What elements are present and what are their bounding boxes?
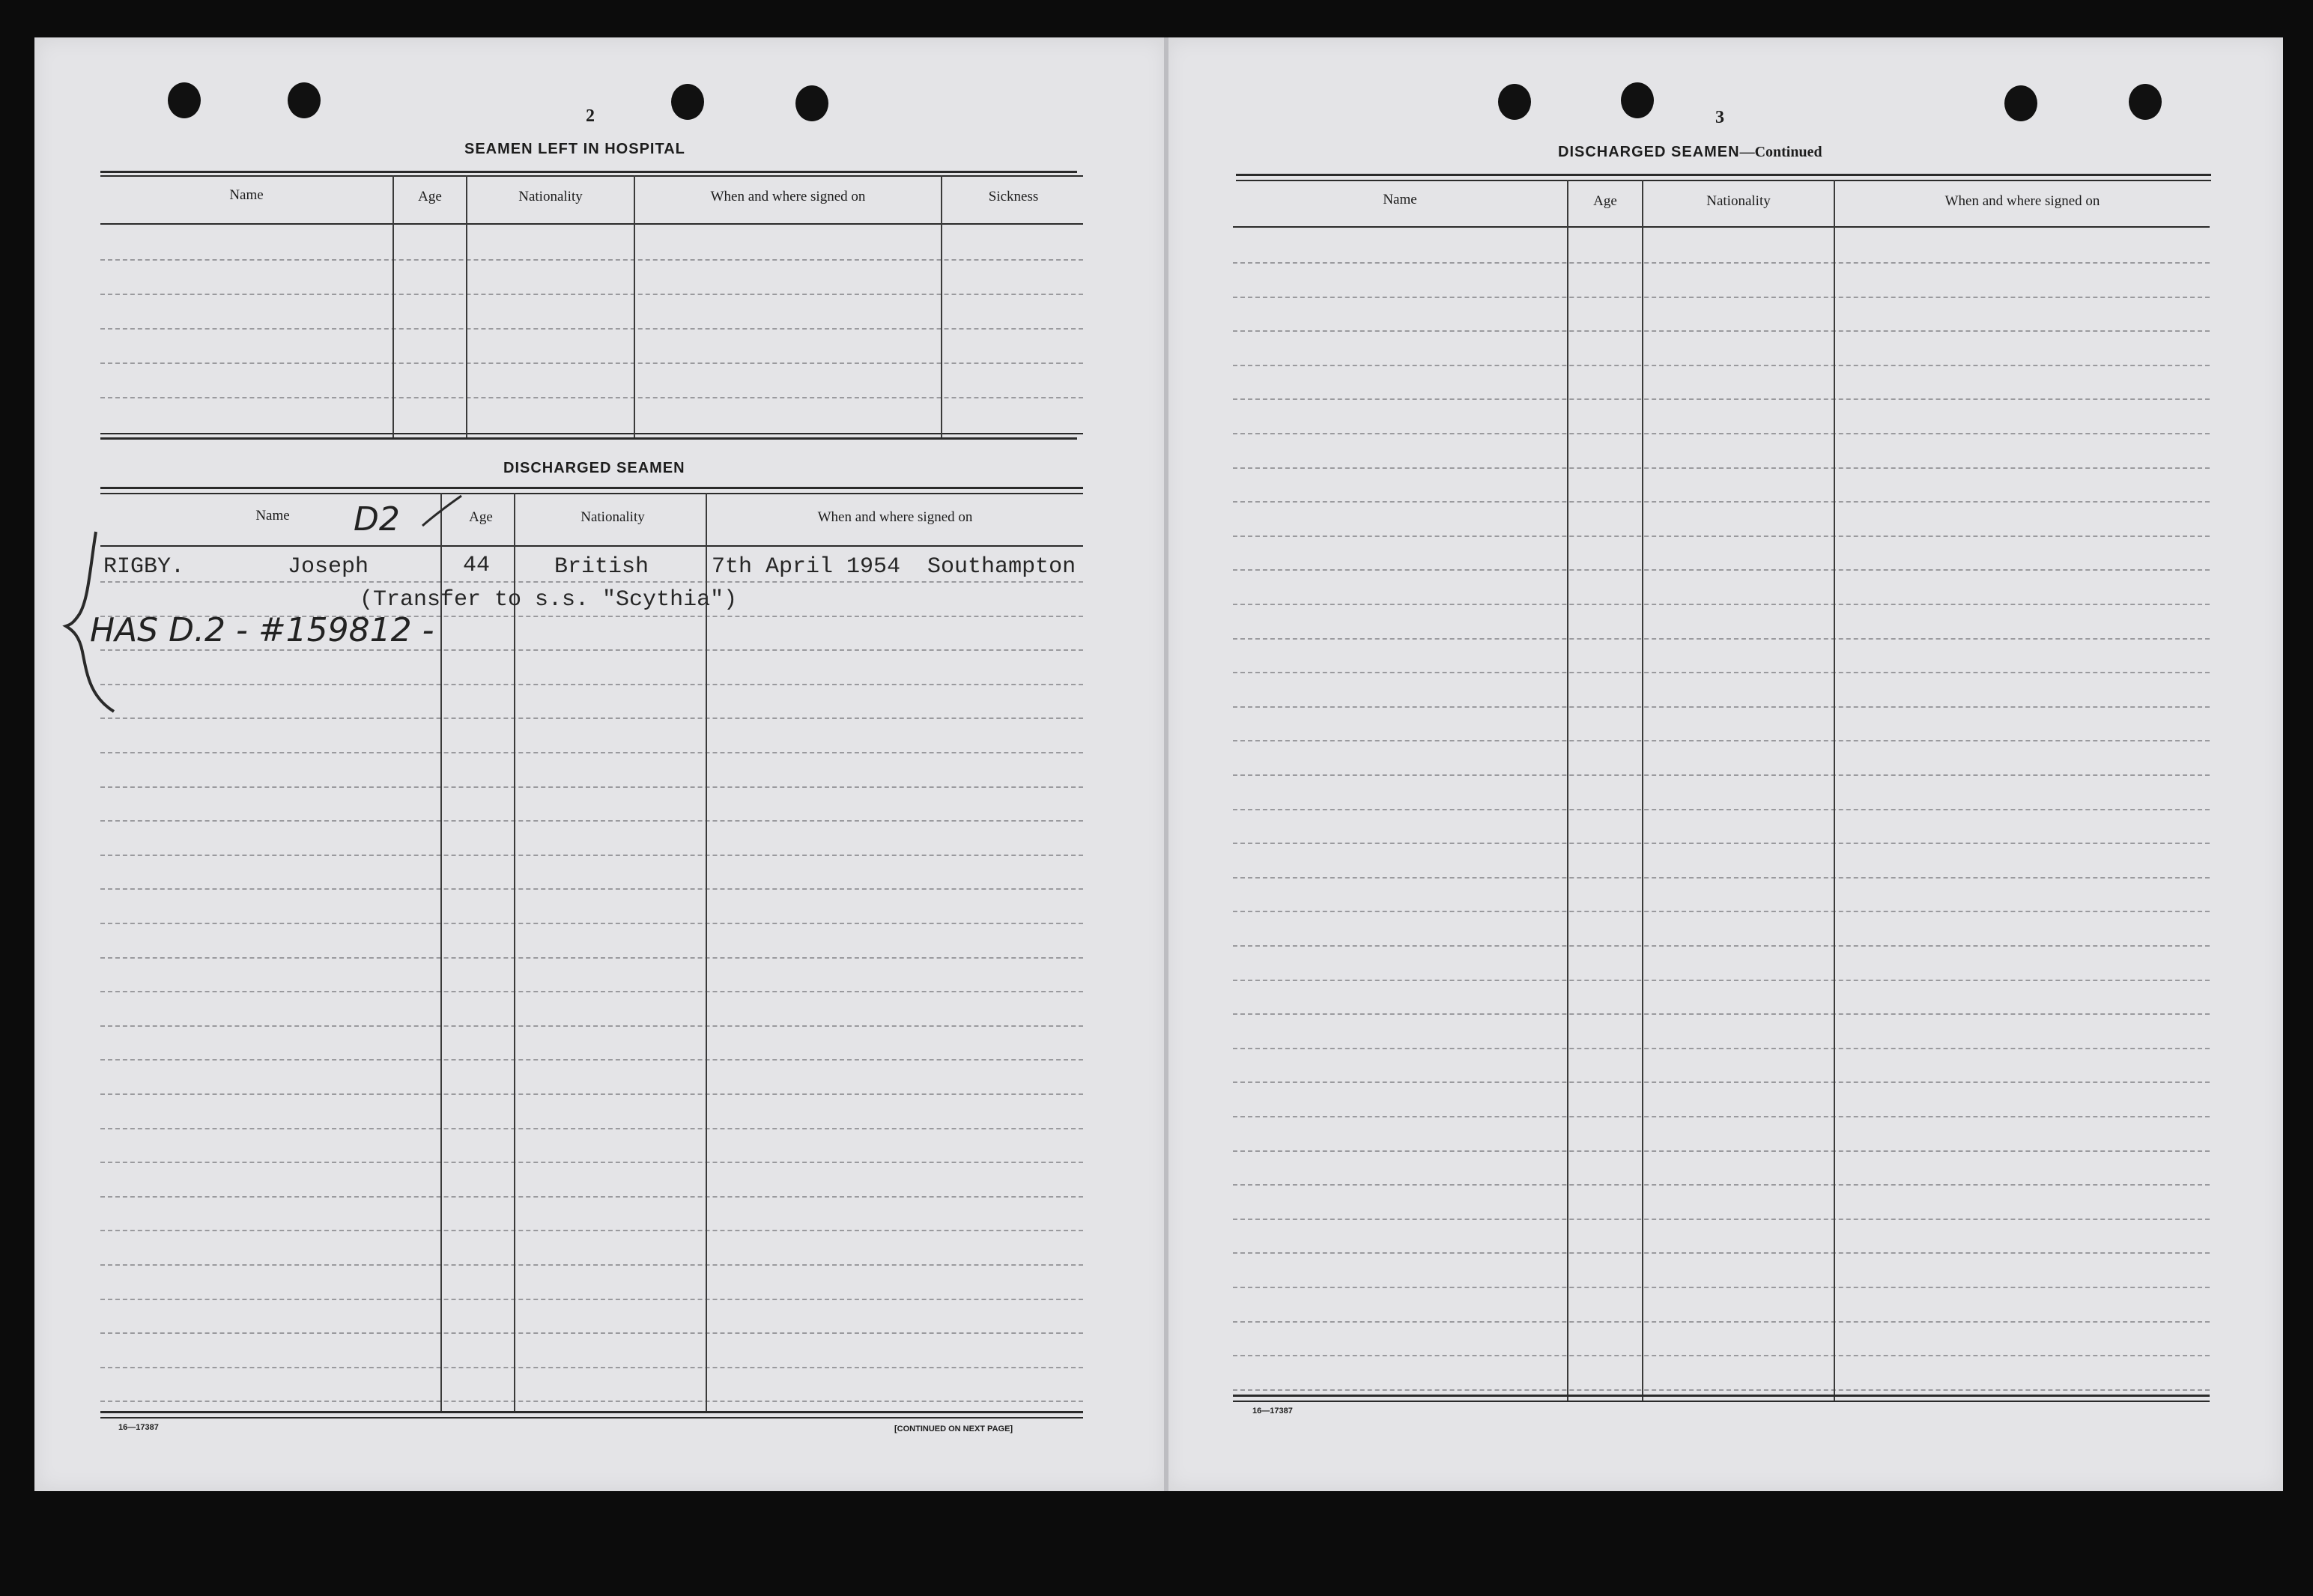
handwritten-tick-icon	[419, 493, 464, 530]
column-divider	[440, 493, 442, 1411]
ruled-line	[1233, 433, 2210, 434]
title-text: DISCHARGED SEAMEN	[1558, 144, 1740, 160]
ruled-line	[1233, 535, 2210, 537]
column-header-signed-on: When and where signed on	[817, 509, 973, 525]
table-rule	[100, 487, 1083, 489]
ruled-line	[100, 328, 1083, 330]
table-rule	[100, 1411, 1083, 1413]
continued-note: [CONTINUED ON NEXT PAGE]	[894, 1424, 1013, 1433]
entry-signed-on: 7th April 1954 Southampton	[712, 554, 1076, 580]
entry-note: (Transfer to s.s. "Scythia")	[360, 587, 738, 613]
column-header-name: Name	[1383, 192, 1417, 207]
table-rule	[1233, 1401, 2210, 1402]
ruled-line	[100, 259, 1083, 261]
ruled-line	[1233, 262, 2210, 264]
table-rule	[100, 175, 1083, 177]
column-divider	[1834, 180, 1835, 1401]
ruled-line	[100, 923, 1083, 924]
ruled-line	[1233, 1150, 2210, 1152]
ruled-line	[100, 1196, 1083, 1198]
column-divider	[1567, 180, 1568, 1401]
ruled-line	[100, 717, 1083, 719]
entry-given-name: Joseph	[288, 554, 369, 580]
ruled-line	[100, 1162, 1083, 1163]
ruled-line	[1233, 945, 2210, 947]
table-rule	[100, 223, 1083, 225]
ruled-line	[1233, 1013, 2210, 1015]
punch-hole-icon	[1621, 82, 1654, 118]
ruled-line	[100, 1367, 1083, 1368]
column-divider	[634, 175, 635, 437]
table-rule	[100, 1417, 1083, 1419]
column-divider	[1642, 180, 1643, 1401]
ruled-line	[1233, 706, 2210, 708]
column-header-age: Age	[418, 189, 442, 204]
column-header-name: Name	[255, 508, 290, 524]
column-divider	[514, 493, 515, 1411]
ruled-line	[1233, 638, 2210, 640]
ruled-line	[1233, 809, 2210, 810]
ruled-line	[100, 820, 1083, 822]
page-number: 2	[586, 106, 595, 126]
ruled-line	[1233, 877, 2210, 879]
column-header-age: Age	[1593, 193, 1617, 209]
ruled-line	[1233, 467, 2210, 469]
ruled-line	[100, 1128, 1083, 1129]
table-rule	[1233, 1395, 2210, 1397]
continued-section-title	[1558, 144, 1822, 161]
ruled-line	[1233, 1116, 2210, 1117]
punch-hole-icon	[671, 84, 704, 120]
ruled-line	[1233, 330, 2210, 332]
form-number: 16—17387	[118, 1423, 159, 1432]
ruled-line	[100, 684, 1083, 685]
ruled-line	[100, 991, 1083, 992]
ruled-line	[1233, 1081, 2210, 1083]
ruled-line	[100, 1059, 1083, 1061]
column-header-nationality: Nationality	[518, 189, 583, 204]
ruled-line	[100, 1093, 1083, 1095]
hospital-section-title: SEAMEN LEFT IN HOSPITAL	[464, 141, 685, 157]
ruled-line	[100, 1299, 1083, 1300]
title-suffix: —Continued	[1739, 144, 1822, 160]
punch-hole-icon	[168, 82, 201, 118]
punch-hole-icon	[2004, 85, 2037, 121]
table-rule	[1236, 180, 2211, 181]
column-header-name: Name	[229, 187, 264, 203]
entry-nationality: British	[554, 554, 649, 580]
ruled-line	[100, 1332, 1083, 1334]
ruled-line	[1233, 297, 2210, 298]
table-rule	[100, 545, 1083, 547]
ruled-line	[1233, 1184, 2210, 1186]
ruled-line	[1233, 1389, 2210, 1391]
handwritten-annotation: HAS D.2 - #159812 -	[90, 611, 434, 649]
column-header-age: Age	[469, 509, 493, 525]
handwritten-initials: D2	[354, 500, 400, 538]
ruled-line	[100, 752, 1083, 753]
entry-age: 44	[463, 553, 491, 578]
right-page	[1165, 37, 2283, 1491]
ruled-line	[1233, 1252, 2210, 1254]
handwritten-brace-icon	[60, 524, 127, 719]
form-number: 16—17387	[1252, 1407, 1293, 1416]
ruled-line	[1233, 1048, 2210, 1049]
ruled-line	[1233, 672, 2210, 673]
punch-hole-icon	[1498, 84, 1531, 120]
table-rule	[100, 433, 1083, 434]
ruled-line	[100, 1264, 1083, 1266]
ruled-line	[100, 888, 1083, 890]
ruled-line	[100, 855, 1083, 856]
ruled-line	[1233, 1287, 2210, 1288]
page-number: 3	[1715, 108, 1724, 127]
ruled-line	[100, 362, 1083, 364]
column-divider	[706, 493, 707, 1411]
ruled-line	[1233, 911, 2210, 912]
ruled-line	[100, 1401, 1083, 1402]
ruled-line	[100, 1230, 1083, 1231]
ruled-line	[1233, 843, 2210, 844]
table-rule	[1233, 226, 2210, 228]
ruled-line	[1233, 365, 2210, 366]
ruled-line	[1233, 501, 2210, 503]
column-header-signed-on: When and where signed on	[710, 189, 866, 204]
ruled-line	[1233, 1321, 2210, 1323]
column-divider	[392, 175, 394, 437]
table-rule	[100, 437, 1077, 440]
ruled-line	[1233, 1219, 2210, 1220]
ruled-line	[100, 397, 1083, 398]
column-header-sickness: Sickness	[988, 189, 1039, 204]
punch-hole-icon	[288, 82, 321, 118]
ruled-line	[100, 581, 1083, 583]
punch-hole-icon	[795, 85, 828, 121]
column-header-signed-on: When and where signed on	[1944, 193, 2100, 209]
ruled-line	[100, 649, 1083, 651]
ruled-line	[100, 957, 1083, 959]
ruled-line	[1233, 1355, 2210, 1356]
column-divider	[466, 175, 467, 437]
ruled-line	[100, 294, 1083, 295]
discharged-section-title: DISCHARGED SEAMEN	[503, 460, 685, 476]
table-rule	[100, 493, 1083, 494]
page-spine	[1164, 37, 1168, 1491]
ruled-line	[1233, 569, 2210, 571]
ruled-line	[100, 786, 1083, 788]
left-page	[34, 37, 1167, 1491]
table-rule	[100, 171, 1077, 173]
ruled-line	[1233, 604, 2210, 605]
column-header-nationality: Nationality	[580, 509, 645, 525]
ruled-line	[1233, 774, 2210, 776]
table-rule	[1236, 174, 2211, 176]
punch-hole-icon	[2129, 84, 2162, 120]
column-divider	[941, 175, 942, 437]
ruled-line	[1233, 980, 2210, 981]
ruled-line	[100, 1025, 1083, 1027]
ruled-line	[1233, 740, 2210, 741]
entry-surname: RIGBY.	[103, 554, 185, 580]
column-header-nationality: Nationality	[1706, 193, 1771, 209]
ruled-line	[1233, 398, 2210, 400]
